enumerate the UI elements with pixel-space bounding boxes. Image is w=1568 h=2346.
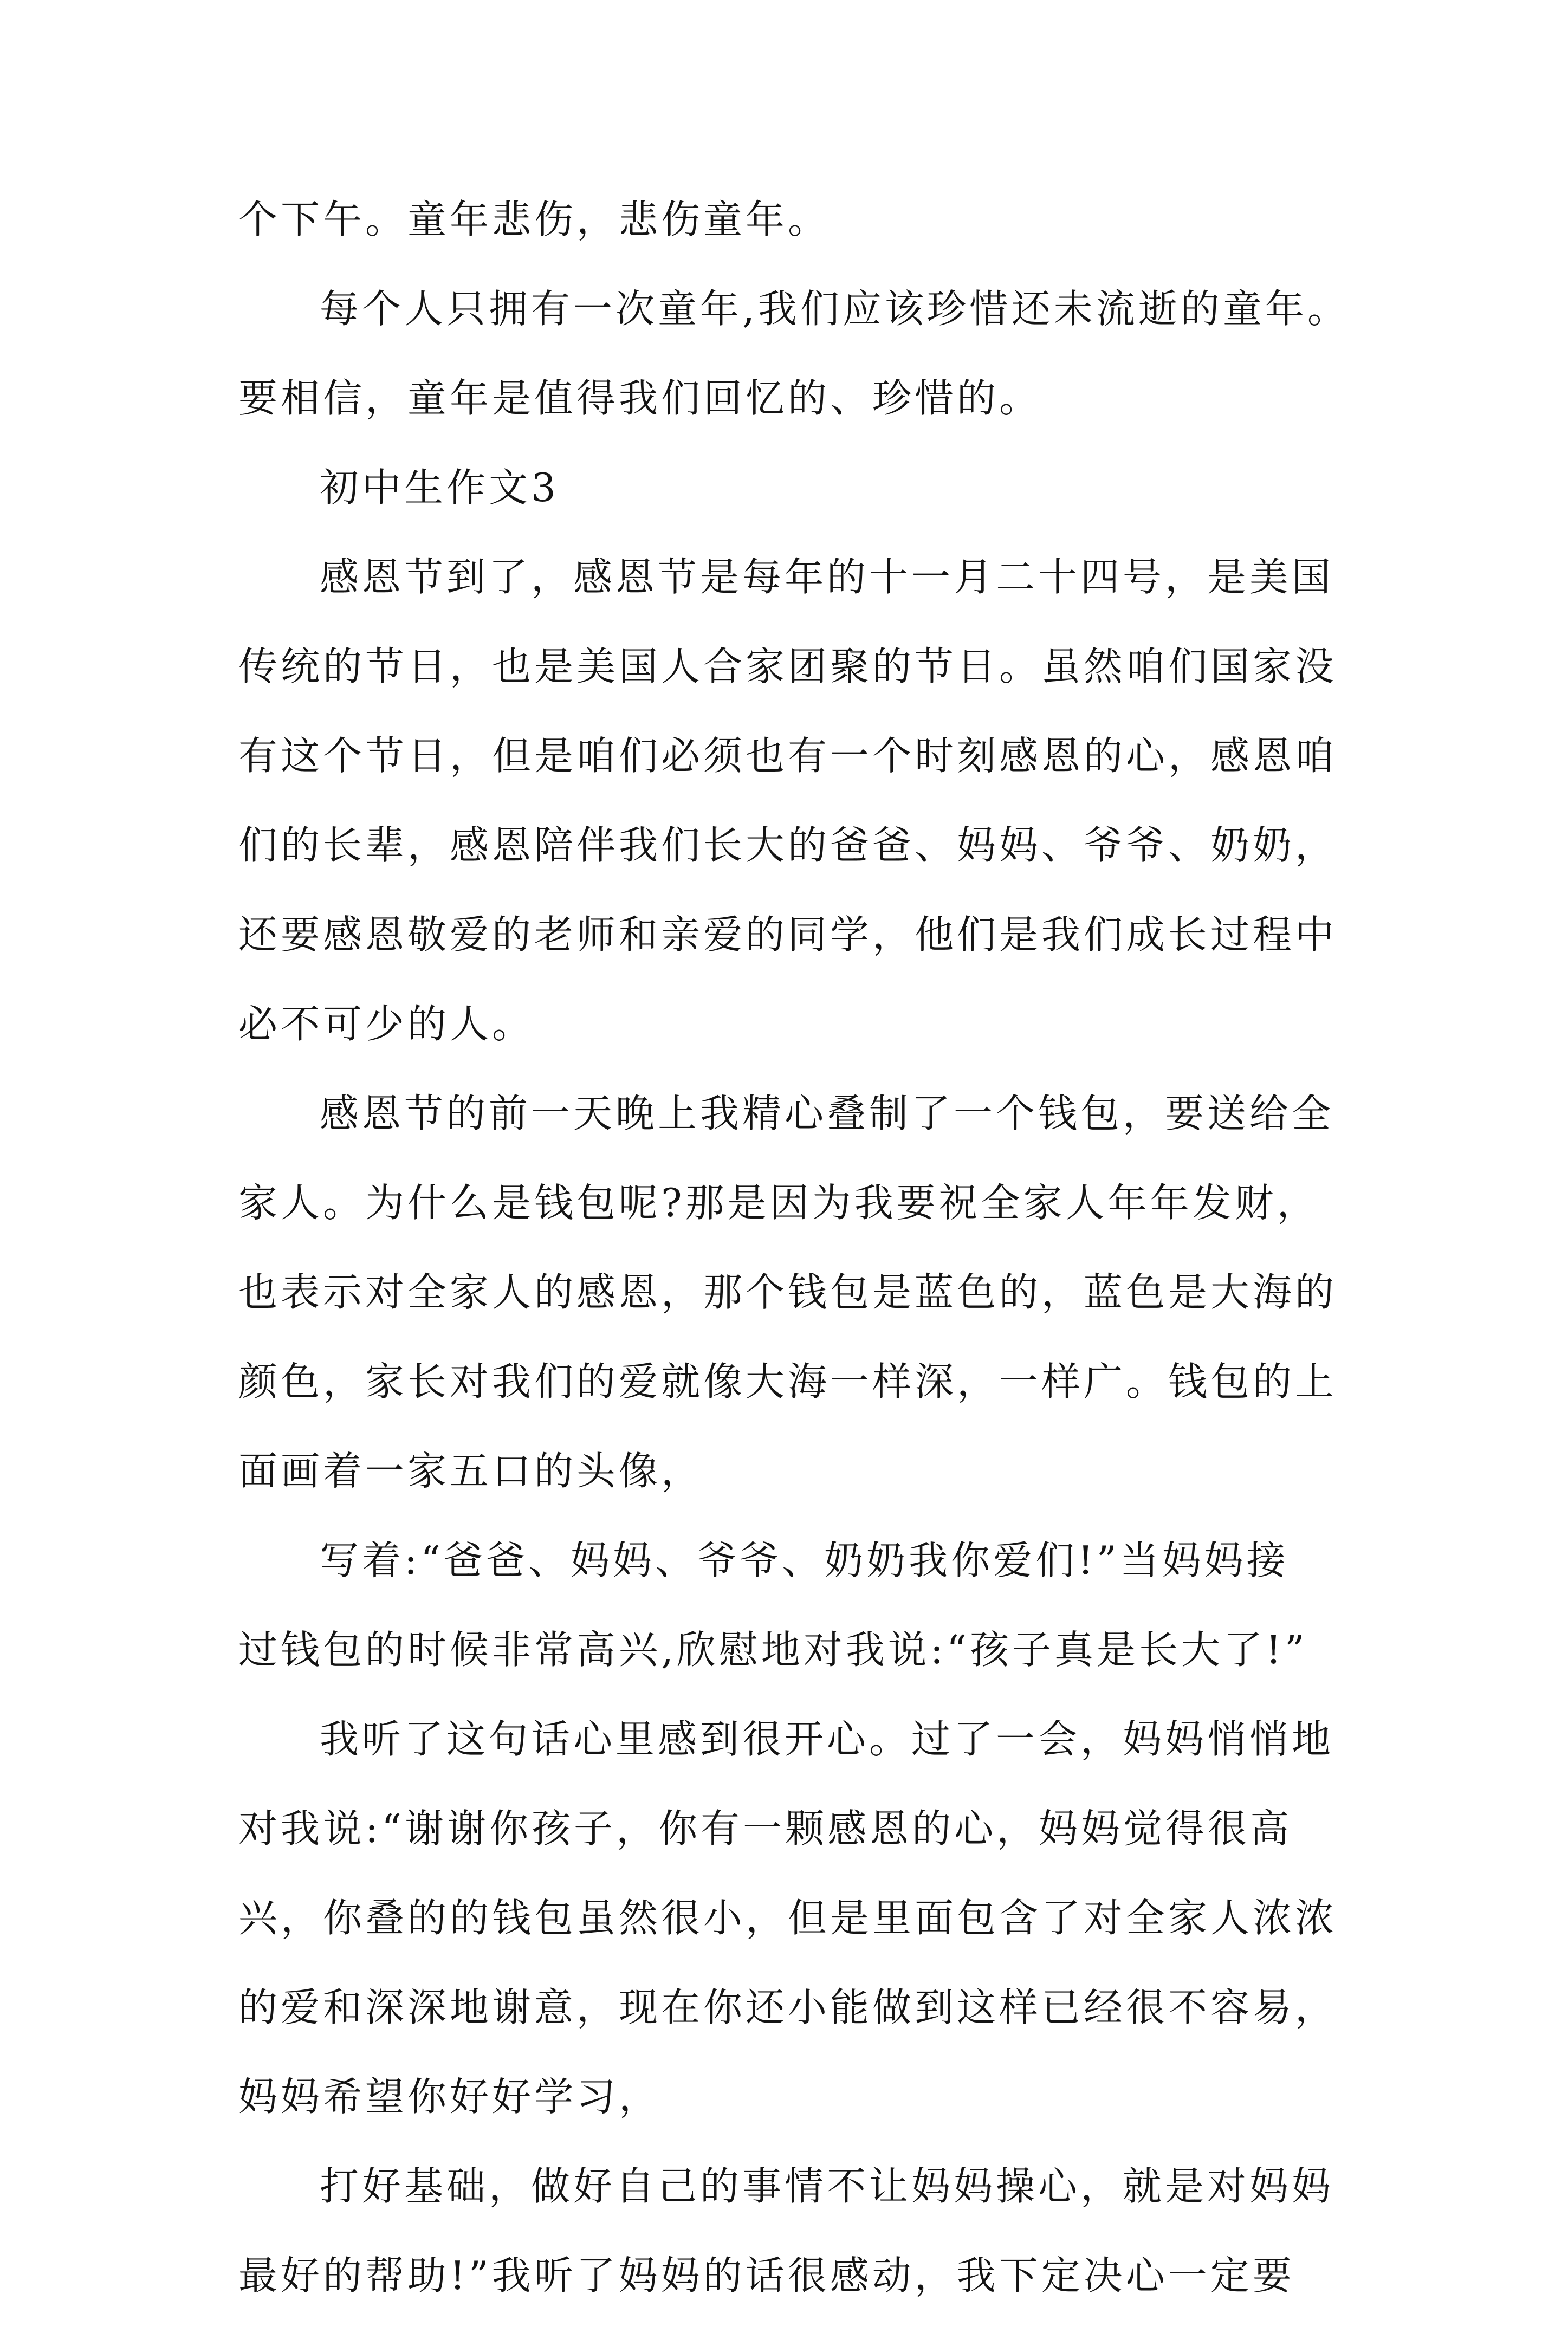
text-line: 的爱和深深地谢意，现在你还小能做到这样已经很不容易， [238, 1985, 1338, 2030]
text-line: 对我说:“谢谢你孩子，你有一颗感恩的心，妈妈觉得很高 [238, 1806, 1293, 1851]
text-line: 传统的节日，也是美国人合家团聚的节日。虽然咱们国家没 [238, 644, 1338, 689]
text-line: 过钱包的时候非常高兴,欣慰地对我说:“孩子真是长大了!” [238, 1627, 1308, 1673]
text-line: 写着:“爸爸、妈妈、爷爷、奶奶我你爱们!”当妈妈接 [320, 1538, 1289, 1583]
text-line: 要相信，童年是值得我们回忆的、珍惜的。 [238, 375, 1042, 421]
text-line: 个下午。童年悲伤，悲伤童年。 [238, 197, 831, 242]
essay-heading: 初中生作文3 [320, 465, 559, 510]
text-line: 感恩节到了，感恩节是每年的十一月二十四号，是美国 [320, 554, 1334, 600]
essay-text [238, 197, 1409, 2346]
text-line: 最好的帮助!”我听了妈妈的话很感动，我下定决心一定要 [238, 2253, 1295, 2298]
text-line: 兴，你叠的的钱包虽然很小，但是里面包含了对全家人浓浓 [238, 1895, 1338, 1941]
text-line: 还要感恩敬爱的老师和亲爱的同学，他们是我们成长过程中 [238, 912, 1338, 957]
text-line: 打好基础，做好自己的事情不让妈妈操心，就是对妈妈 [320, 2163, 1334, 2209]
text-line: 颜色，家长对我们的爱就像大海一样深，一样广。钱包的上 [238, 1359, 1338, 1404]
text-line: 每个人只拥有一次童年,我们应该珍惜还未流逝的童年。 [320, 286, 1350, 332]
text-line: 也表示对全家人的感恩，那个钱包是蓝色的，蓝色是大海的 [238, 1269, 1338, 1315]
text-line: 必不可少的人。 [238, 1001, 535, 1047]
text-line: 面画着一家五口的头像， [238, 1448, 704, 1494]
text-line: 妈妈希望你好好学习， [238, 2074, 662, 2120]
text-line: 感恩节的前一天晚上我精心叠制了一个钱包，要送给全 [320, 1091, 1334, 1136]
text-line: 有这个节日，但是咱们必须也有一个时刻感恩的心，感恩咱 [238, 733, 1338, 779]
text-line: 们的长辈，感恩陪伴我们长大的爸爸、妈妈、爷爷、奶奶， [238, 822, 1338, 868]
text-line: 家人。为什么是钱包呢?那是因为我要祝全家人年年发财， [238, 1180, 1319, 1226]
text-line: 我听了这句话心里感到很开心。过了一会，妈妈悄悄地 [320, 1716, 1334, 1762]
